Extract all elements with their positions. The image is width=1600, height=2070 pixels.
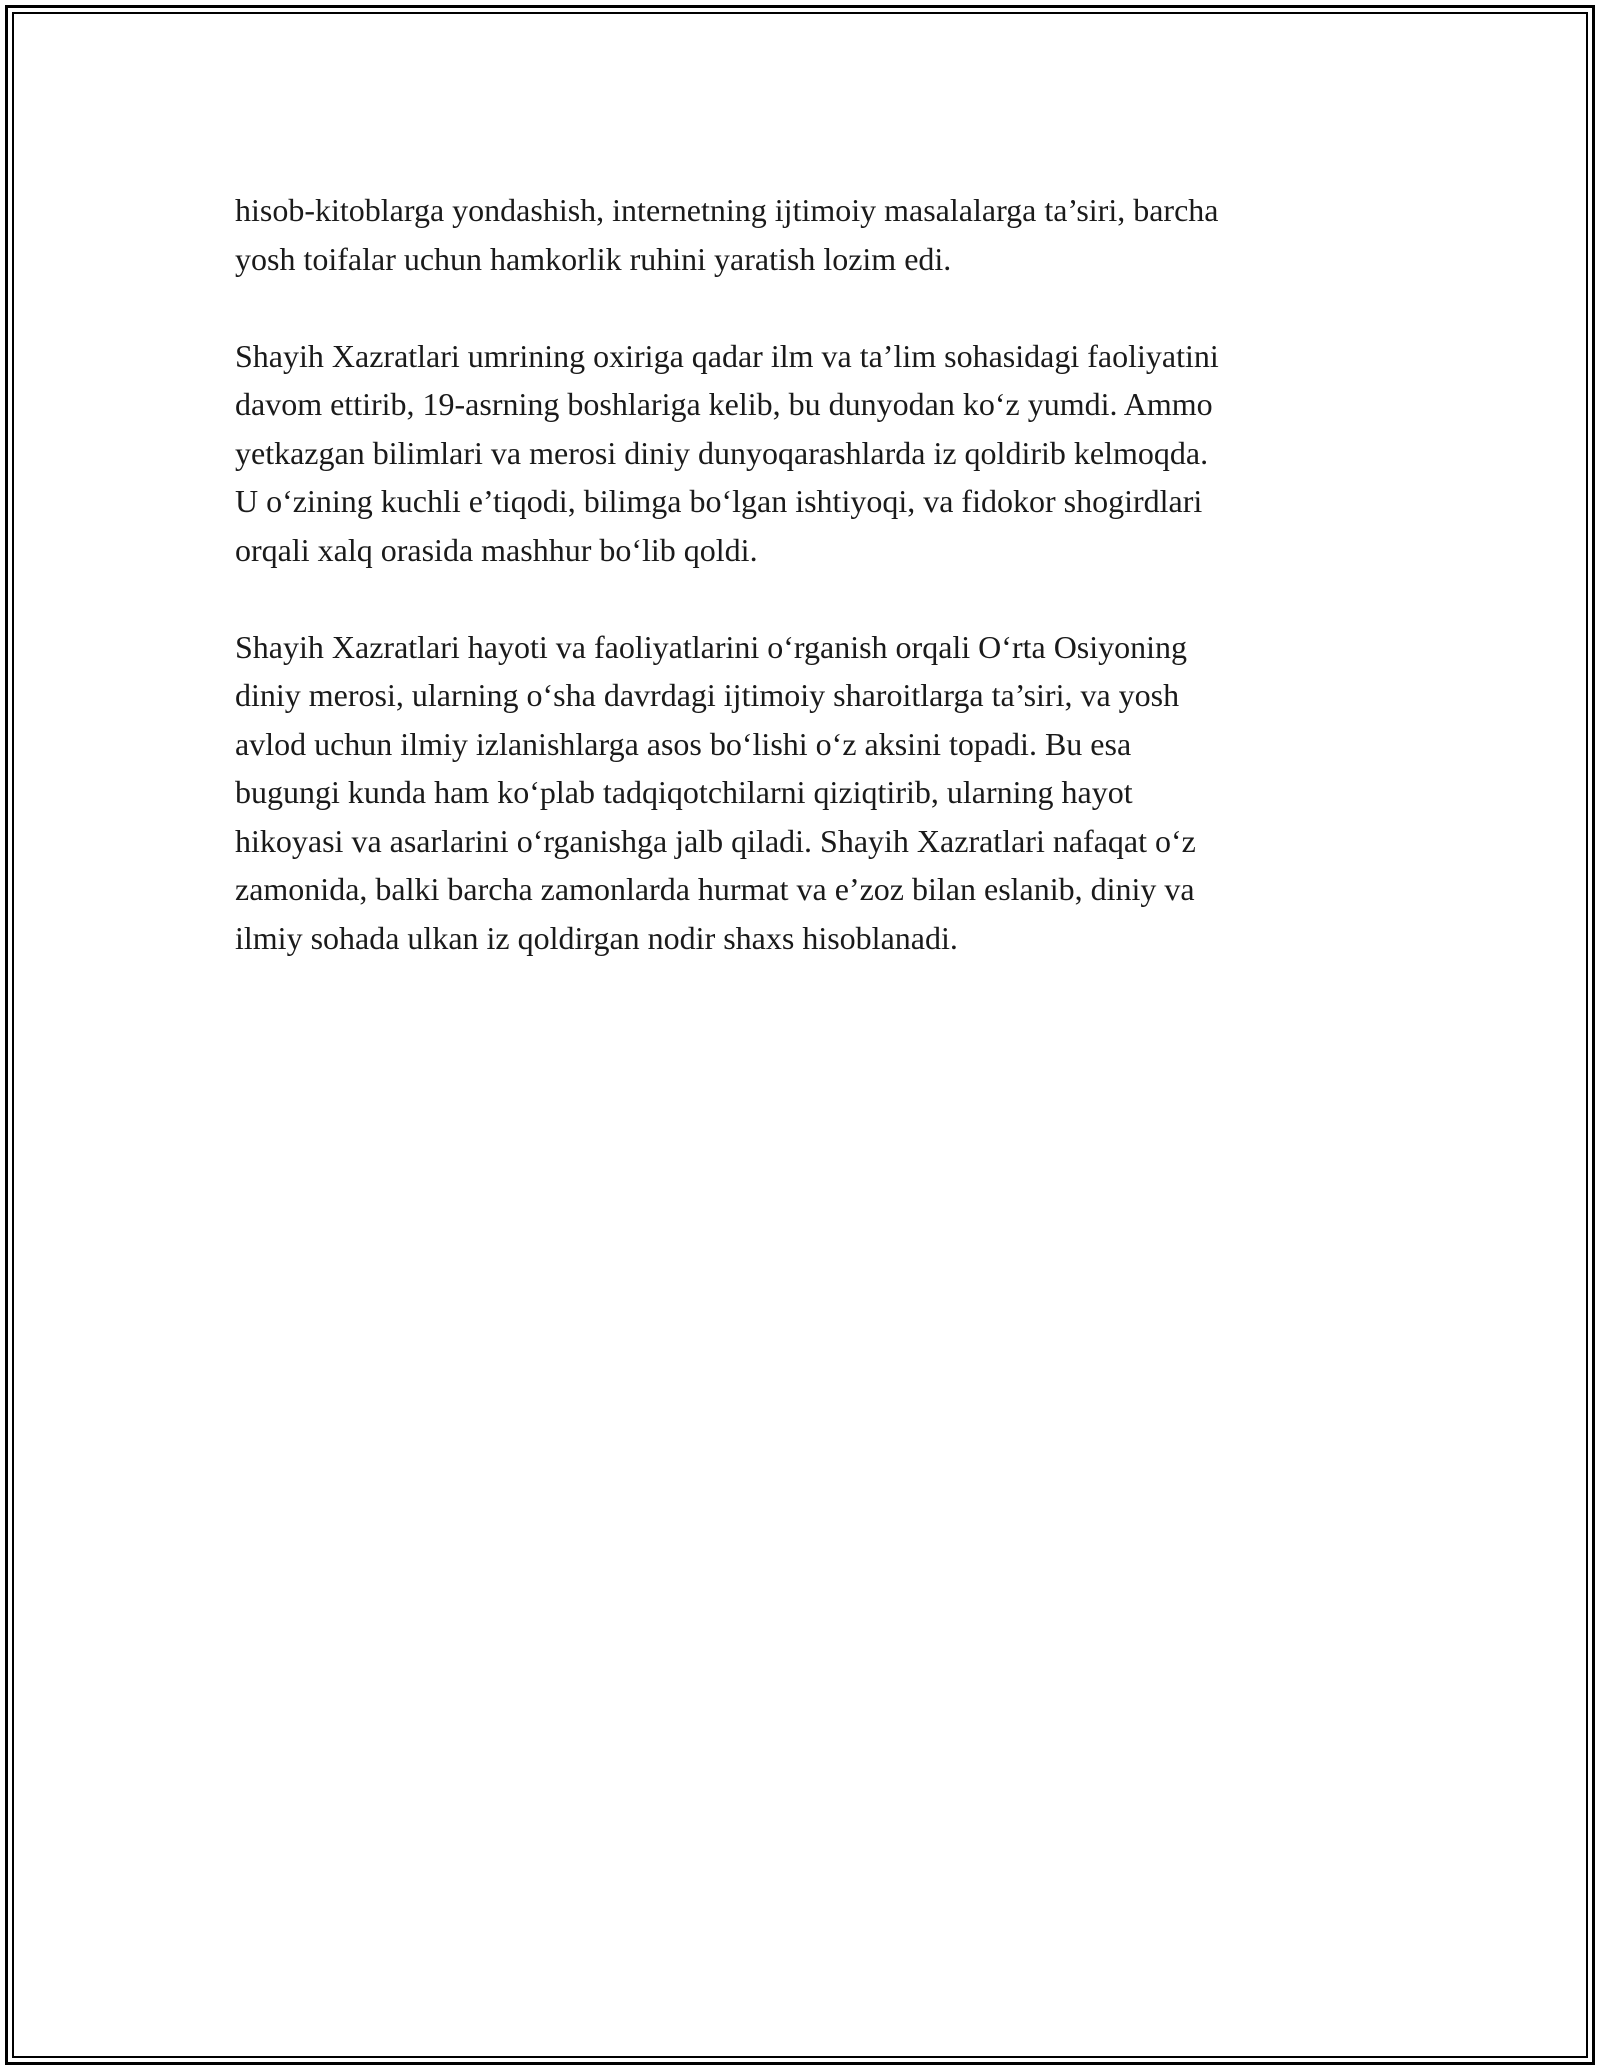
text-line: avlod uchun ilmiy izlanishlarga asos bo‘lishi o‘z aksini topadi. Bu esa: [235, 725, 1132, 762]
text-line: Shayih Xazratlari hayoti va faoliyatlarini o‘rganish orqali O‘rta Osiyoning: [235, 628, 1188, 665]
paragraph: [235, 623, 1375, 963]
text-line: davom ettirib, 19-asrning boshlariga kelib, bu dunyodan ko‘z yumdi. Ammo: [235, 386, 1213, 422]
text-line: yetkazgan bilimlari va merosi diniy dunyoqarashlarda iz qoldirib kelmoqda.: [235, 434, 1209, 471]
paragraph: [235, 332, 1375, 575]
text-line: yosh toifalar uchun hamkorlik ruhini yaratish lozim edi.: [235, 240, 952, 277]
text-line: hisob-kitoblarga yondashish, internetning ijtimoiy masalalarga ta’siri, barcha: [235, 192, 1219, 228]
text-line: hikoyasi va asarlarini o‘rganishga jalb qiladi. Shayih Xazratlari nafaqat o‘z: [235, 822, 1196, 859]
text-line: orqali xalq orasida mashhur bo‘lib qoldi.: [235, 531, 758, 568]
document-body: [235, 186, 1375, 1011]
text-line: ilmiy sohada ulkan iz qoldirgan nodir shaxs hisoblanadi.: [235, 919, 958, 956]
text-line: bugungi kunda ham ko‘plab tadqiqotchilarni qiziqtirib, ularning hayot: [235, 774, 1133, 810]
text-line: zamonida, balki barcha zamonlarda hurmat va e’zoz bilan eslanib, diniy va: [235, 871, 1195, 907]
text-line: U o‘zining kuchli e’tiqodi, bilimga bo‘lgan ishtiyoqi, va fidokor shogirdlari: [235, 483, 1203, 519]
text-line: diniy merosi, ularning o‘sha davrdagi ijtimoiy sharoitlarga ta’siri, va yosh: [235, 677, 1180, 713]
paragraph: [235, 186, 1375, 283]
text-line: Shayih Xazratlari umrining oxiriga qadar ilm va ta’lim sohasidagi faoliyatini: [235, 337, 1219, 374]
